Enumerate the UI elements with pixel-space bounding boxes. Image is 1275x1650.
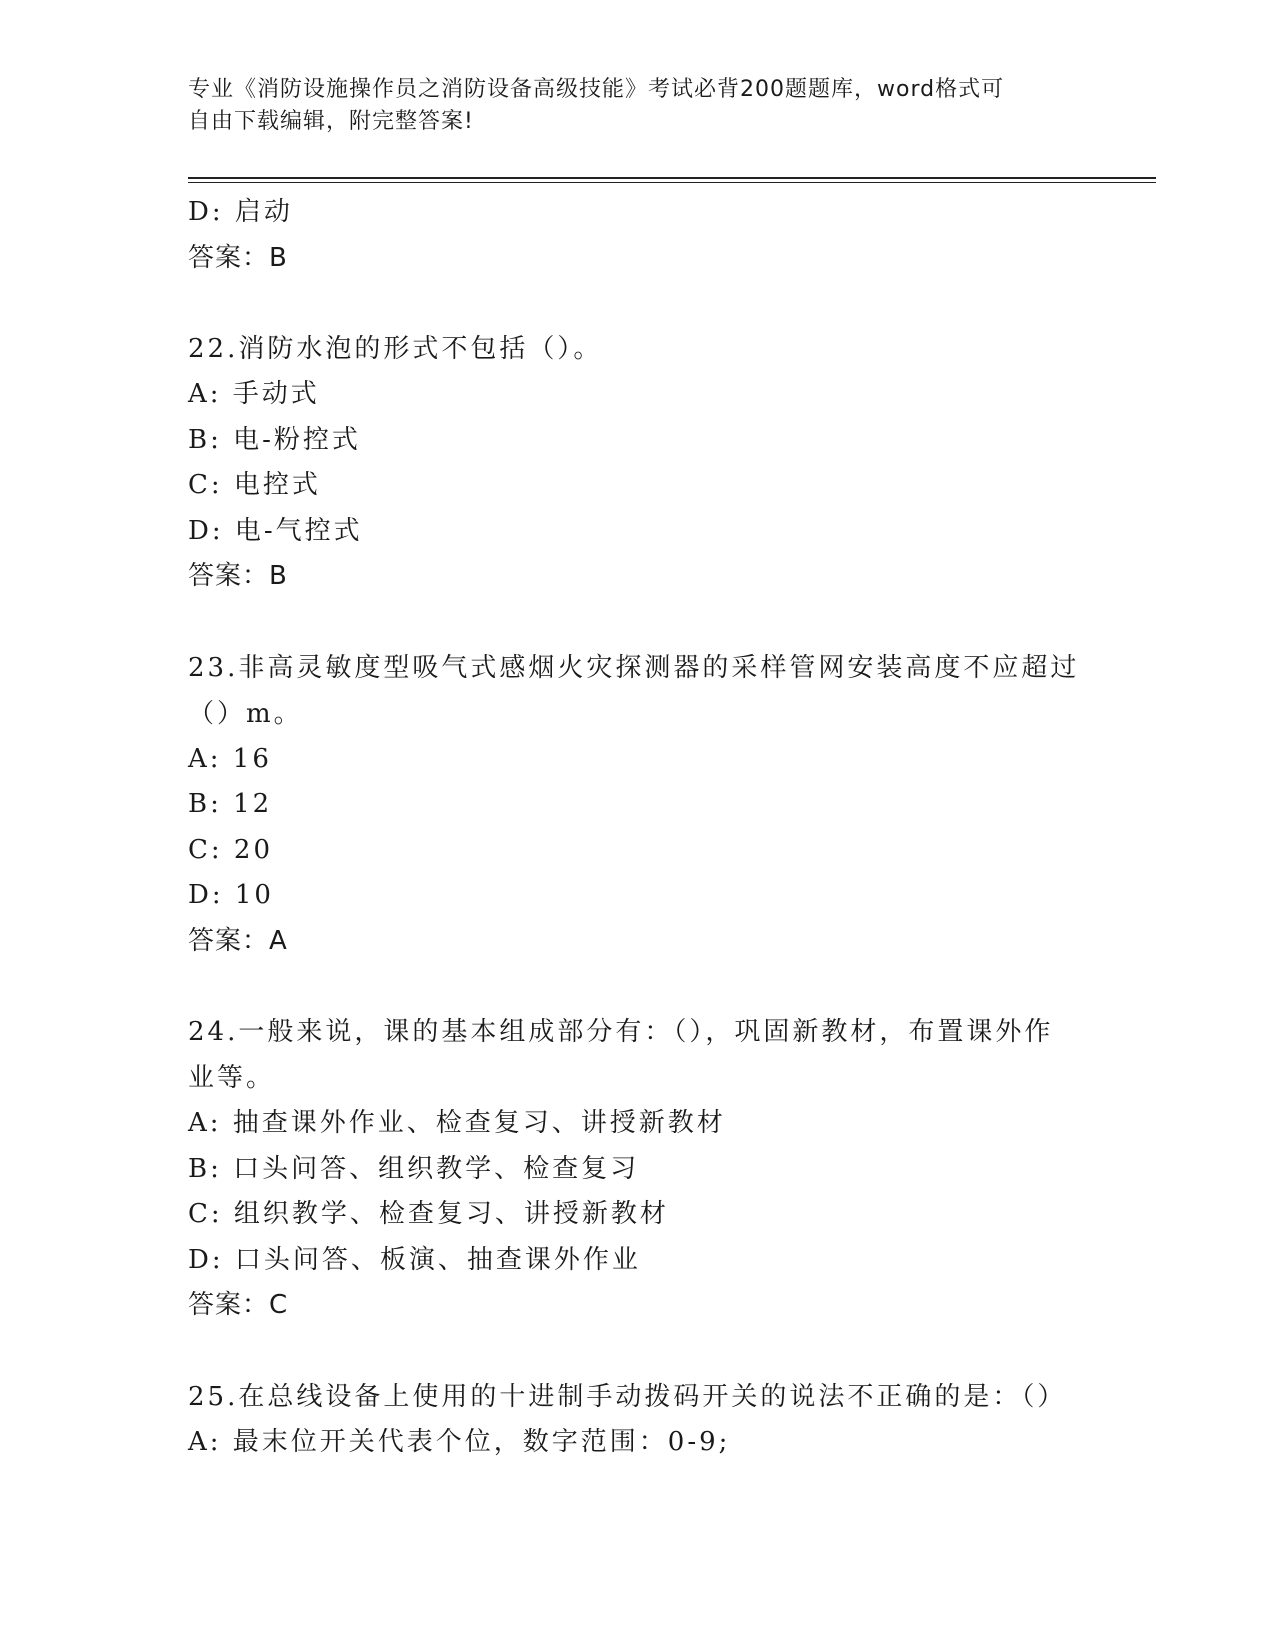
question-text-line-2: （）m。 [188,698,303,729]
question-text-line-1: 23.非高灵敏度型吸气式感烟火灾探测器的采样管网安装高度不应超过 [188,652,1080,683]
header-divider [188,177,1156,179]
option-d: D: 口头问答、板演、抽查课外作业 [188,1244,641,1275]
option-b: B: 电-粉控式 [188,424,361,455]
option-d: D: 电-气控式 [188,515,363,546]
spacer [188,281,1088,326]
question-text-line-1: 24.一般来说，课的基本组成部分有：（），巩固新教材，布置课外作 [188,1017,1054,1047]
option-a: A: 手动式 [188,379,320,409]
option-a: A: 最末位开关代表个位，数字范围：0-9; [188,1426,731,1457]
header-line-1: 专业《消防设施操作员之消防设备高级技能》考试必背200题题库，word格式可 [188,77,1005,102]
question-list [188,190,1088,1465]
answer-line: 答案：B [188,242,288,273]
question-text-line-2: 业等。 [188,1063,276,1093]
question-block-22 [188,326,1088,600]
option-b: B: 口头问答、组织教学、检查复习 [188,1153,640,1184]
spacer [188,600,1088,645]
question-text: 22.消防水泡的形式不包括（）。 [188,334,603,364]
question-text: 25.在总线设备上使用的十进制手动拨码开关的说法不正确的是：（） [188,1381,1067,1412]
answer-line: 答案：A [188,925,288,956]
question-block-25 [188,1374,1088,1466]
option-b: B: 12 [188,789,273,819]
option-c: C: 电控式 [188,470,321,500]
header-line-2: 自由下载编辑，附完整答案! [188,109,474,134]
question-block-21 [188,190,1088,281]
option-a: A: 16 [188,743,272,774]
option-d: D: 启动 [188,197,293,227]
document-header [188,74,1088,138]
option-c: C: 组织教学、检查复习、讲授新教材 [188,1199,669,1229]
option-d: D: 10 [188,880,274,910]
option-c: C: 20 [188,834,274,865]
spacer [188,1329,1088,1374]
answer-line: 答案：C [188,1290,289,1320]
question-block-24 [188,1009,1088,1329]
spacer [188,964,1088,1009]
question-block-23 [188,645,1088,965]
answer-line: 答案：B [188,561,288,591]
header-divider-thin [188,182,1156,183]
option-a: A: 抽查课外作业、检查复习、讲授新教材 [188,1108,726,1138]
